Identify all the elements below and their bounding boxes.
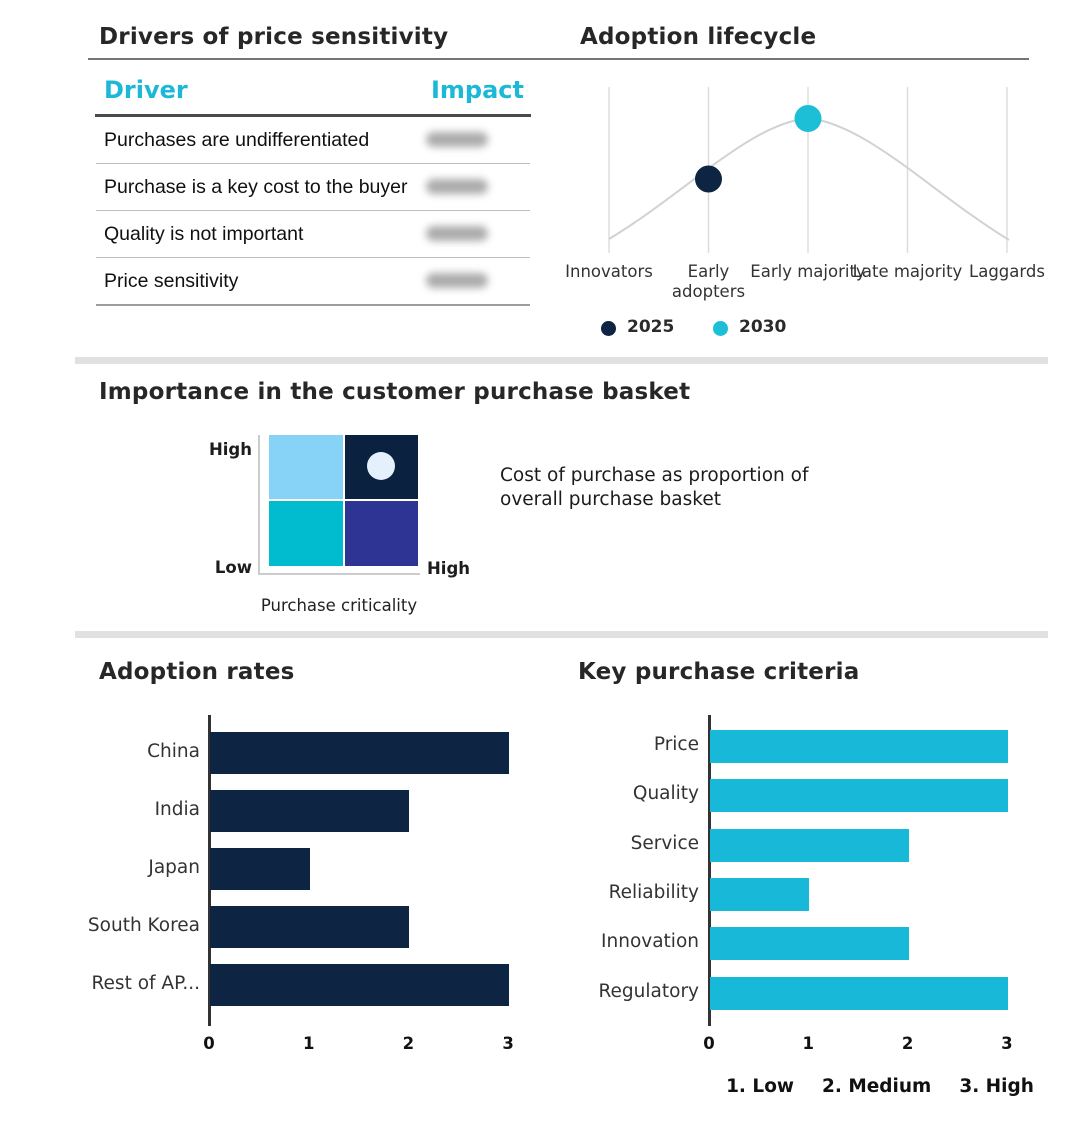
lifecycle-category-label: Innovators [565, 262, 653, 281]
series-dot-2025 [695, 166, 722, 193]
annotation-line-1: Cost of purchase as proportion of [500, 465, 809, 486]
driver-cell: Quality is not important [104, 223, 304, 245]
criteria-scale-footnote [670, 1076, 1084, 1097]
impact-value-redacted [426, 179, 488, 194]
bar-price [710, 730, 1008, 763]
legend-label-2025: 2025 [627, 317, 675, 337]
matrix-y-axis-line [258, 435, 260, 575]
drivers-table-header [96, 76, 530, 110]
legend-dot-2030 [713, 321, 728, 336]
bar-rest-of-ap- [210, 964, 509, 1006]
matrix-label-high-y: High [208, 440, 252, 459]
lifecycle-section-title: Adoption lifecycle [580, 24, 817, 50]
header-underline [88, 58, 1029, 60]
column-header-driver: Driver [104, 76, 188, 104]
driver-cell: Purchase is a key cost to the buyer [104, 176, 408, 198]
matrix-x-axis-title: Purchase criticality [260, 596, 418, 615]
x-tick-label: 2 [901, 1034, 914, 1053]
x-tick-label: 3 [1001, 1034, 1013, 1053]
criteria-section-title: Key purchase criteria [578, 659, 860, 685]
bar-label: China [147, 741, 200, 762]
x-tick-label: 3 [502, 1034, 514, 1053]
lifecycle-category-label: Early majority [750, 262, 866, 281]
quadrant-top-left [269, 435, 343, 499]
bar-regulatory [710, 977, 1008, 1010]
section-divider [75, 357, 1048, 364]
bar-label: South Korea [87, 915, 200, 936]
legend-dot-2025 [601, 321, 616, 336]
bar-label: Quality [632, 783, 699, 805]
basket-section-title: Importance in the customer purchase basket [99, 379, 691, 405]
lifecycle-data-points [695, 105, 822, 193]
bar-japan [210, 848, 310, 890]
bar-india [210, 790, 409, 832]
bar-quality [710, 779, 1008, 812]
bell-curve [609, 118, 1009, 240]
x-tick-label: 2 [402, 1034, 415, 1053]
bar-innovation [710, 927, 909, 960]
bar-china [210, 732, 509, 774]
lifecycle-category-labels [0, 262, 1084, 304]
quadrant-bottom-right [345, 501, 418, 566]
scale-note-item: 3. High [959, 1076, 1034, 1097]
lifecycle-category-label: Laggards [969, 262, 1045, 281]
table-row [96, 117, 530, 164]
table-row [96, 164, 530, 211]
section-divider [75, 631, 1048, 638]
x-tick-label: 0 [703, 1034, 715, 1053]
impact-value-redacted [426, 132, 488, 147]
lifecycle-category-label: Early adopters [671, 262, 746, 301]
lifecycle-category-label: Late majority [852, 262, 963, 281]
matrix-x-axis-line [258, 573, 420, 575]
adoption-lifecycle-chart [560, 80, 1030, 260]
x-tick-label: 1 [302, 1034, 315, 1053]
column-header-impact: Impact [430, 76, 524, 104]
x-tick-label: 1 [802, 1034, 815, 1053]
basket-annotation [500, 464, 808, 511]
driver-cell: Purchases are undifferentiated [104, 129, 370, 151]
bar-label: Japan [148, 857, 200, 878]
table-row [96, 211, 530, 258]
matrix-label-high-x: High [427, 559, 471, 578]
bar-service [710, 829, 909, 862]
drivers-section-title: Drivers of price sensitivity [99, 24, 449, 50]
annotation-line-2: overall purchase basket [500, 488, 721, 510]
bar-label: Rest of AP... [91, 973, 200, 994]
adoption-section-title: Adoption rates [99, 659, 295, 685]
impact-value-redacted [426, 226, 488, 241]
bar-label: Price [653, 734, 699, 755]
series-dot-2030 [795, 105, 822, 132]
bar-label: Regulatory [598, 980, 699, 1002]
bar-reliability [710, 878, 809, 911]
scale-note-item: 2. Medium [822, 1076, 932, 1097]
lifecycle-legend [0, 316, 1084, 340]
matrix-label-low: Low [214, 558, 252, 577]
legend-label-2030: 2030 [739, 317, 787, 337]
bar-label: India [154, 799, 200, 820]
x-tick-label: 0 [203, 1034, 215, 1053]
bar-label: Service [630, 832, 699, 854]
bar-south-korea [210, 906, 409, 948]
position-marker-dot [367, 452, 395, 480]
scale-note-item: 1. Low [726, 1076, 794, 1097]
quadrant-bottom-left [269, 501, 343, 566]
bar-label: Innovation [601, 931, 699, 953]
bar-label: Reliability [608, 881, 699, 903]
driver-cell: Price sensitivity [104, 270, 239, 292]
